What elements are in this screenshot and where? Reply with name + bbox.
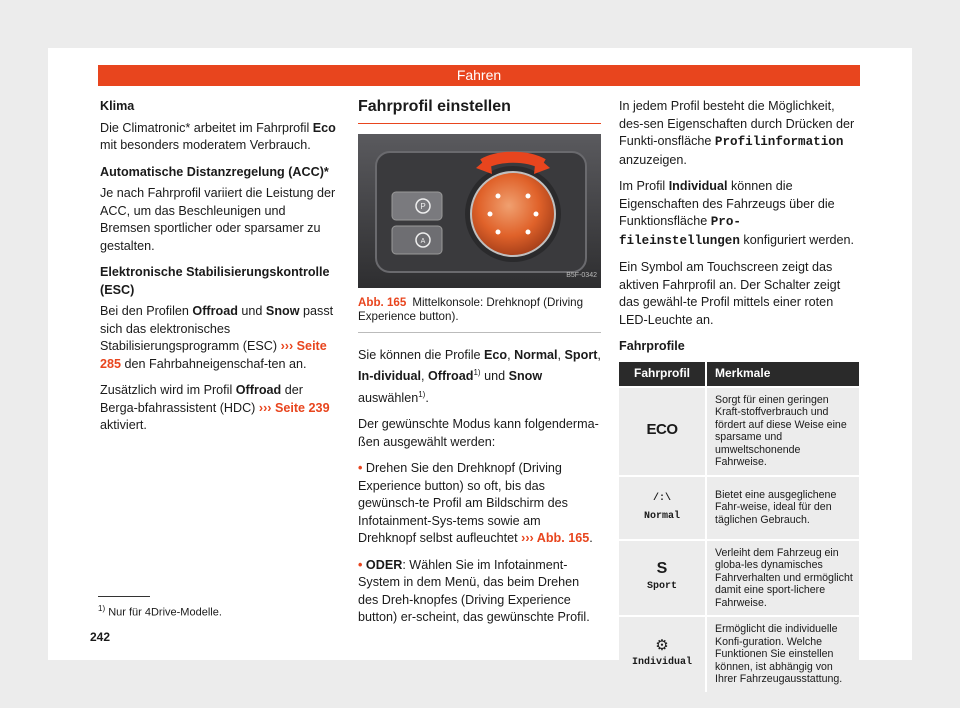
bullet-rotate: • Drehen Sie den Drehknopf (Driving Experience button) so oft, bis das gewünsch-te Profil am Bildschirm des Infotainment-Sys-tems sowie am Drehknopf selbst aufleuchtet ››› Abb. 165. <box>358 461 593 546</box>
table-header-fahrprofil: Fahrprofil <box>619 362 705 386</box>
table-row <box>619 541 859 616</box>
svg-text:P: P <box>420 201 426 211</box>
table-row <box>619 477 859 539</box>
parking-brake-button <box>392 192 442 220</box>
normal-profile-cell: /:\ Normal <box>619 477 705 539</box>
heading-klima: Klima <box>100 99 135 113</box>
individual-profile-cell: ⚙ Individual <box>619 617 705 692</box>
footnote-divider <box>98 596 150 597</box>
figure-drive-mode-knob <box>358 134 601 288</box>
paragraph-symbol: Ein Symbol am Touchscreen zeigt das aktiven Fahrprofil an. Der Schalter zeigt das gewähl-te Profil mittels einer roten LED-Leuchte an. <box>619 260 841 327</box>
sport-icon: S <box>656 560 668 578</box>
table-cell-desc: Ermöglicht die individuelle Konfi-guration. Welche Funktionen Sie einstellen können, ist abhängig von Ihrer Fahrzeugausstattung. <box>705 617 859 692</box>
link-seite-285[interactable]: ››› Seite 285 <box>100 339 327 371</box>
normal-icon: /:\ <box>652 493 671 504</box>
paragraph-acc: Je nach Fahrprofil variiert die Leistung der ACC, um das Beschleunigen und Bremsen sportlicher oder sparsamer zu gestalten. <box>100 186 336 253</box>
profiles-table <box>619 360 859 694</box>
footnote: $^{1)}$ Nur für 4Drive-Modelle. <box>98 604 222 619</box>
sport-profile-cell: S Sport <box>619 541 705 616</box>
paragraph-individual: Im Profil Individual können die Eigenschaften des Fahrzeugs über die Funktionsfläche Pro-fileinstellungen konfiguriert werden. <box>619 179 855 248</box>
paragraph-selection: Der gewünschte Modus kann folgenderma-ßen ausgewählt werden: <box>358 417 599 449</box>
bullet-icon: • <box>358 461 363 476</box>
table-cell-desc: Bietet eine ausgeglichene Fahr-weise, ideal für den täglichen Gebrauch. <box>705 477 859 539</box>
link-seite-239[interactable]: ››› Seite 239 <box>258 400 330 415</box>
chapter-header: Fahren <box>98 65 860 86</box>
table-cell-desc: Verleiht dem Fahrzeug ein globa-les dynamisches Fahrverhalten und ermöglicht damit eine sport-lichere Fahrweise. <box>705 541 859 616</box>
column-left <box>100 98 338 444</box>
page-number: 242 <box>90 630 111 644</box>
paragraph-klima: Die Climatronic* arbeitet im Fahrprofil Eco mit besonders moderatem Verbrauch. <box>100 120 336 152</box>
knob-illustration <box>358 134 601 288</box>
table-header-merkmale: Merkmale <box>705 362 859 386</box>
column-middle <box>358 98 601 636</box>
svg-text:A: A <box>420 237 426 245</box>
paragraph-profilinformation: In jedem Profil besteht die Möglichkeit, des-sen Eigenschaften durch Drücken der Funkti-onsfläche Profilinformation anzuzeigen. <box>619 99 855 167</box>
paragraph-hdc: Zusätzlich wird im Profil Offroad der Berga-bfahrassistent (HDC) ››› Seite 239 aktiviert. <box>100 383 330 432</box>
individual-gear-icon: ⚙ <box>655 635 669 654</box>
bullet-infotainment: • ODER: Wählen Sie im Infotainment-System in dem Menü, das beim Drehen des Dreh-knopfes (Driving Experience button) er-scheint, das gewünschte Profil. <box>358 557 590 625</box>
heading-esc: Elektronische Stabilisierungskontrolle (ESC) <box>100 265 330 297</box>
paragraph-profiles: Sie können die Profile Eco, Normal, Sport, In-dividual, Offroad$^{1)}$ und Snow auswählen$^{1)}$. <box>358 347 601 405</box>
paragraph-esc: Bei den Profilen Offroad und Snow passt sich das elektronisches Stabilisierungsprogramm (ESC) ››› Seite 285 den Fahrbahneigenschaf-ten an. <box>100 304 334 371</box>
table-row <box>619 617 859 692</box>
table-cell-desc: Sorgt für einen geringen Kraft-stoffverbrauch und fördert auf diese Weise eine sparsame und umweltschonende Fahrweise. <box>705 388 859 475</box>
eco-icon: ECO <box>619 388 705 475</box>
bullet-icon: • <box>358 557 363 572</box>
table-row <box>619 388 859 475</box>
drive-mode-knob <box>471 172 555 256</box>
heading-acc: Automatische Distanzregelung (ACC)* <box>100 164 329 179</box>
auto-hold-button <box>392 226 442 254</box>
link-abb-165[interactable]: ››› Abb. 165 <box>521 531 590 546</box>
table-title: Fahrprofile <box>619 339 685 353</box>
section-title: Fahrprofil einstellen <box>358 98 601 124</box>
column-right <box>619 98 859 694</box>
figure-caption: Abb. 165 Mittelkonsole: Drehknopf (Driving Experience button). <box>358 296 601 333</box>
figure-code: B5F-0342 <box>566 272 597 279</box>
